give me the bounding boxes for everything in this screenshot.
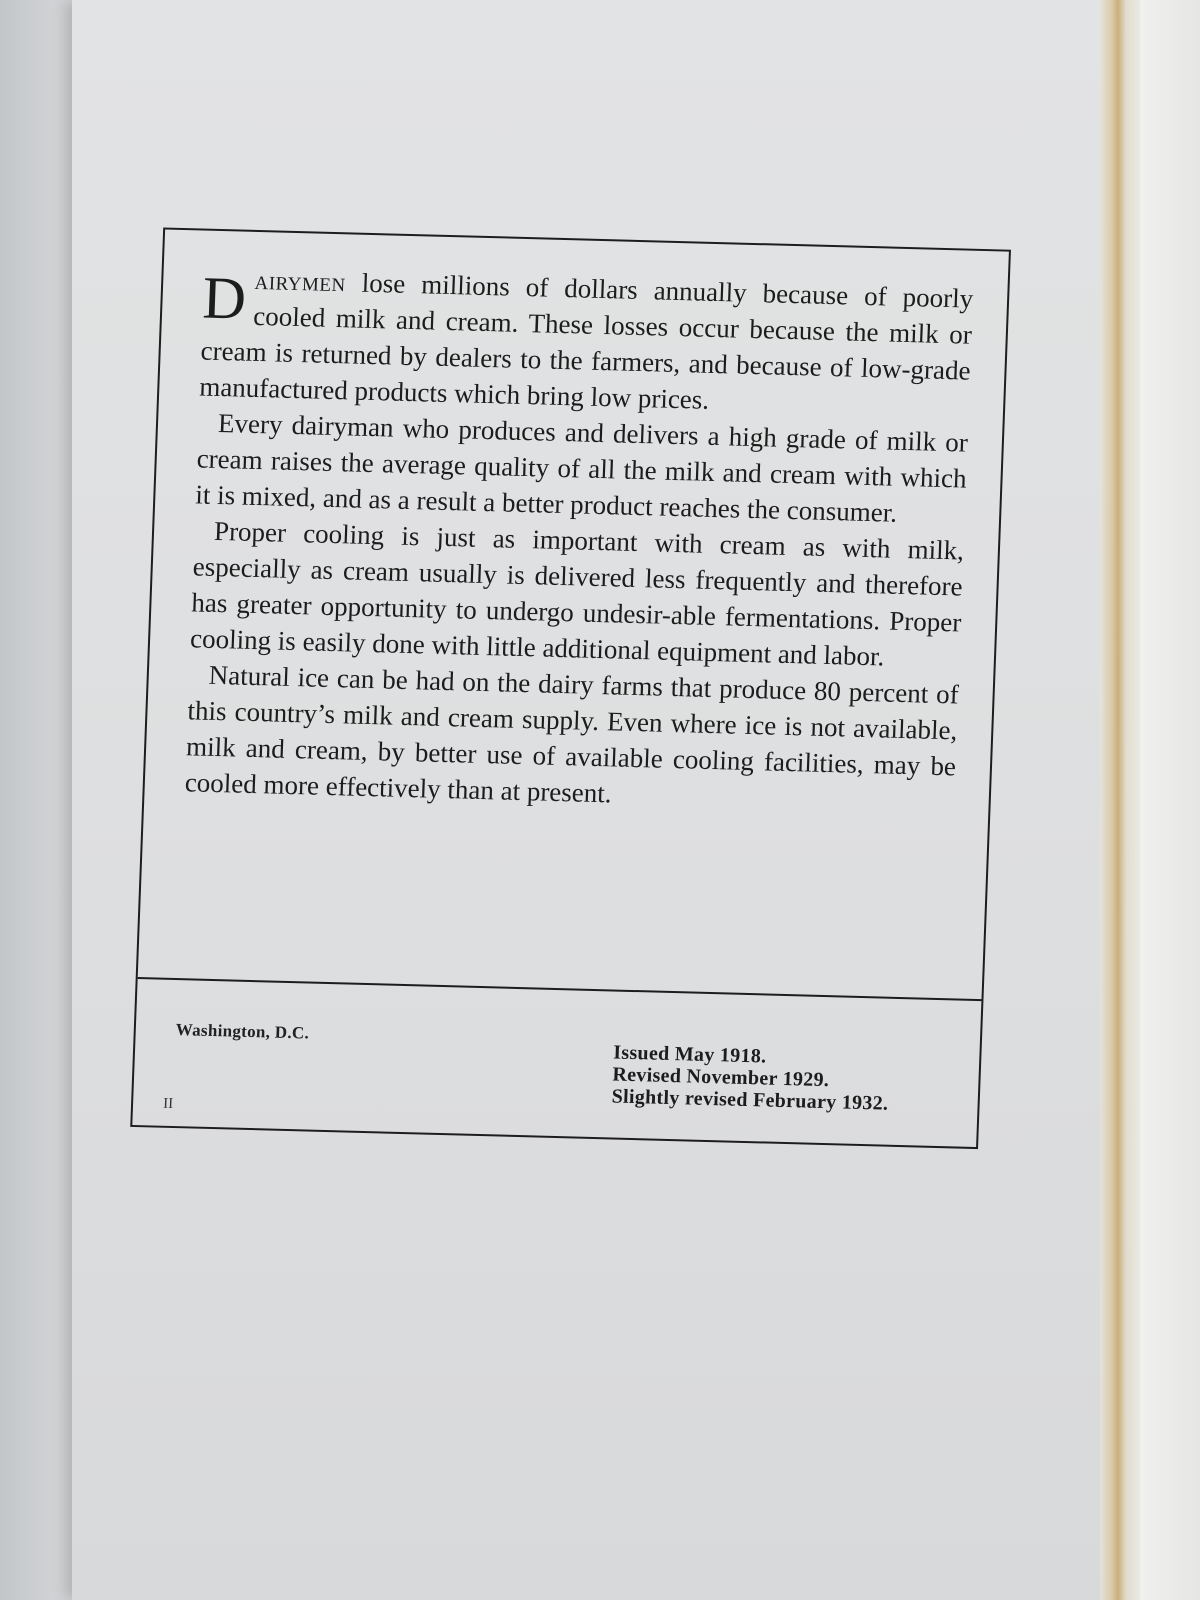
paragraph-1-text: lose millions of dollars annually because of poorly cooled milk and cream. These losses occur because the milk or cream is returned by dealers to the farmers, and because of low-grade manufactured products which bring low prices. (198, 267, 974, 415)
show-through-text: ​ (648, 21, 652, 70)
revised-line: Revised November 1929. (612, 1063, 830, 1092)
issue-dates (611, 1042, 890, 1115)
paragraph-1 (199, 261, 974, 425)
issued-line: Issued May 1918. (612, 1041, 767, 1068)
paragraph-4: Natural ice can be had on the dairy farms that produce 80 percent of this country’s milk and cream supply. Even where ice is not available, milk and cream, by better use of available cooling facilities, may be cooled more effectively than at present. (184, 659, 960, 809)
lead-word: airymen (254, 264, 347, 298)
notice-text (184, 261, 974, 821)
paragraph-3: Proper cooling is just as important with cream as with milk, especially as cream usually is delivered less frequently and therefore has greater opportunity to undergo undesir-able fermentations. Proper cooling is easily done with little additional equipment and labor. (189, 515, 965, 672)
divider-rule (138, 977, 982, 1001)
slightly-revised-line: Slightly revised February 1932. (611, 1085, 889, 1115)
place-of-issue: Washington, D.C. (175, 1020, 310, 1043)
drop-cap: D (201, 264, 248, 332)
page-number: II (162, 1095, 174, 1112)
notice-box (130, 227, 1011, 1149)
paragraph-2: Every dairyman who produces and delivers a high grade of milk or cream raises the average quality of all the milk and cream with which it is mixed, and as a result a better product reaches the consumer. (194, 407, 969, 528)
